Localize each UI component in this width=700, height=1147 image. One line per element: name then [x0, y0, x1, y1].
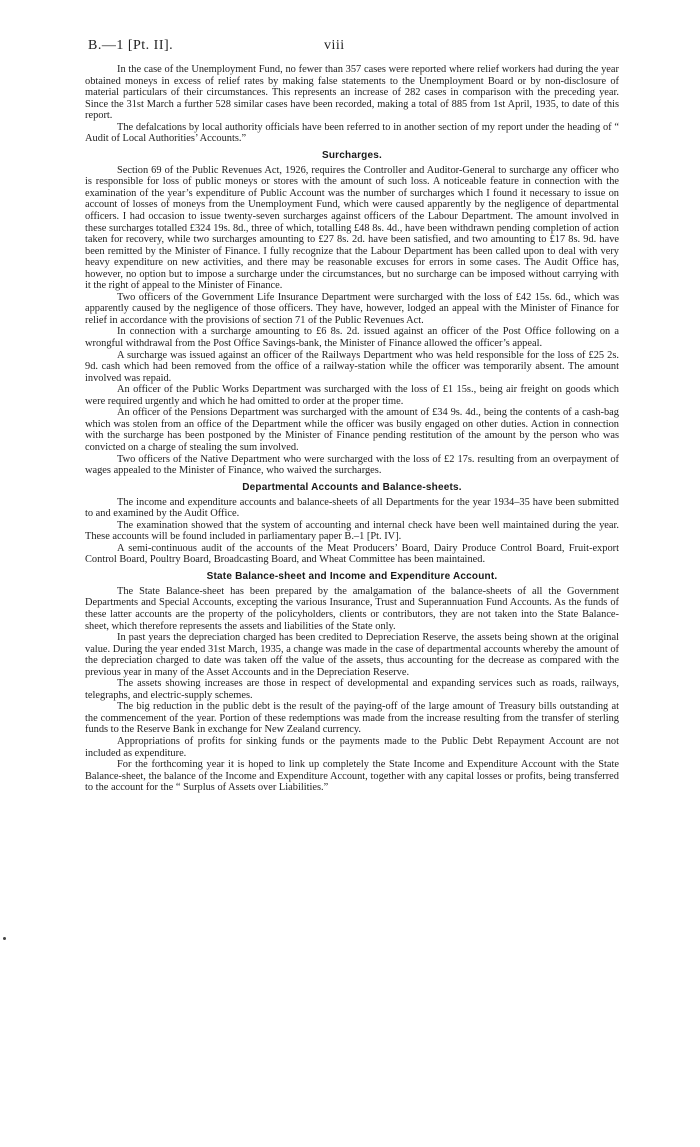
state-balance-sheet-section — [85, 571, 619, 794]
section-heading: State Balance-sheet and Income and Expenditure Account. — [206, 570, 498, 582]
paragraph: An officer of the Pensions Department was surcharged with the amount of £34 9s. 4d., being the contents of a cash-bag which was stolen from an office of the Department while the officer was busily engaged on other duties. Action in connection with the surcharge has been postponed by the Minister of Finance pending restitution of the amount by the person who was convicted on a charge of stealing the sum involved. — [85, 407, 619, 453]
paragraph: In connection with a surcharge amounting to £6 8s. 2d. issued against an officer of the Post Office following on a wrongful withdrawal from the Post Office Savings-bank, the Minister of Finance allowed the officer’s appeal. — [85, 326, 619, 350]
departmental-accounts-section — [85, 482, 619, 566]
section-heading: Surcharges. — [321, 149, 382, 161]
paragraph: The State Balance-sheet has been prepared by the amalgamation of the balance-sheets of all the Government Departments and Special Accounts, excepting the various Insurance, Trust and Superannuation Fund Accounts. As the funds of these latter accounts are the property of the policyholders, clients or contributors, they are not taken into the State Balance-sheet, which therefore represents the assets and liabilities of the State only. — [85, 585, 619, 632]
paper-reference: B.—1 [Pt. II]. — [88, 38, 174, 53]
paragraph: Appropriations of profits for sinking funds or the payments made to the Public Debt Repayment Account are not included as expenditure. — [85, 735, 619, 759]
paragraph: For the forthcoming year it is hoped to link up completely the State Income and Expenditure Account with the State Balance-sheet, the balance of the Income and Expenditure Account, together with any capital losses or profits, being transferred to the account for the “ Surplus of Assets over Liabilities.” — [85, 759, 619, 794]
paragraph: The income and expenditure accounts and balance-sheets of all Departments for the year 1934–35 have been submitted to and examined by the Audit Office. — [85, 496, 619, 520]
intro-section — [85, 64, 619, 145]
section-heading: Departmental Accounts and Balance-sheets. — [242, 481, 462, 493]
margin-mark — [3, 937, 6, 940]
paragraph: In the case of the Unemployment Fund, no fewer than 357 cases were reported where relief workers had during the year obtained moneys in excess of relief rates by making false statements to the Unemployment Board or by non-disclosure of material particulars of their circumstances. This represents an increase of 282 cases in comparison with the preceding year. Since the 31st March a further 528 similar cases have been recorded, making a total of 885 from 1st April, 1935, to date of this report. — [85, 64, 619, 122]
paragraph: The examination showed that the system of accounting and internal check have been well maintained during the year. These accounts will be found included in parliamentary paper B.–1 [Pt. IV]. — [85, 519, 619, 543]
paragraph: An officer of the Public Works Department was surcharged with the loss of £1 15s., being air freight on goods which were required urgently and which he had omitted to order at the proper time. — [85, 384, 619, 407]
paragraph: Two officers of the Native Department who were surcharged with the loss of £2 17s. resulting from an overpayment of wages appealed to the Minister of Finance, who waived the surcharges. — [85, 453, 619, 477]
document-page — [85, 38, 619, 794]
page-number: viii — [324, 38, 345, 53]
paragraph: Section 69 of the Public Revenues Act, 1926, requires the Controller and Auditor-General to surcharge any officer who is responsible for loss of public moneys or stores with the amount of such loss. A noticeable feature in connection with the examination of the year’s expenditure of Public Account was the number of surcharges which I found it necessary to issue on account of losses of moneys from the Unemployment Fund, which were caused apparently by the negligence of departmental officers. I had occasion to issue twenty-seven surcharges against officers of the Labour Department. The amount involved in these surcharges totalled £324 19s. 8d., three of which, totalling £48 8s. 4d., have been withdrawn pending completion of action taken for recovery, while two surcharges amounting to £27 8s. 2d. have been satisfied, and two amounting to £17 8s. 9d. have been remitted by the Minister of Finance. I fully recognize that the Labour Department has been called upon to deal with very heavy expenditure on new activities, and there may be reasonable excuses for errors in some cases. The Audit Office has, however, no option but to impose a surcharge under the circumstances, but no surcharge can be imposed without carrying with it the right of appeal to the Minister of Finance. — [85, 164, 619, 292]
page-header — [85, 38, 619, 64]
paragraph: The big reduction in the public debt is the result of the paying-off of the large amount of Treasury bills outstanding at the commencement of the year. Portion of these redemptions was made from the increase resulting from the transfer of sterling funds to the Reserve Bank in exchange for New Zealand currency. — [85, 701, 619, 736]
paragraph: A semi-continuous audit of the accounts of the Meat Producers’ Board, Dairy Produce Control Board, Fruit-export Control Board, Poultry Board, Broadcasting Board, and Wheat Committee has been maintained. — [85, 542, 619, 566]
paragraph: In past years the depreciation charged has been credited to Depreciation Reserve, the assets being shown at the original value. During the year ended 31st March, 1935, a change was made in the case of departmental accounts whereby the amount of the depreciation charged to date was taken off the value of the assets, thus accounting for the decrease as compared with the previous year in many of the Asset Accounts and in the Depreciation Reserve. — [85, 632, 619, 678]
paragraph: Two officers of the Government Life Insurance Department were surcharged with the loss of £42 15s. 6d., which was apparently caused by the negligence of those officers. They have, however, lodged an appeal with the Minister of Finance for relief in accordance with the provisions of section 71 of the Public Revenues Act. — [85, 291, 619, 326]
surcharges-section — [85, 150, 619, 477]
paragraph: The assets showing increases are those in respect of developmental and expanding services such as roads, railways, telegraphs, and electric-supply schemes. — [85, 678, 619, 701]
paragraph: The defalcations by local authority officials have been referred to in another section of my report under the heading of “ Audit of Local Authorities’ Accounts.” — [85, 121, 619, 145]
paragraph: A surcharge was issued against an officer of the Railways Department who was held responsible for the loss of £25 2s. 9d. cash which had been removed from the office of a railway-station while the officer was temporarily absent. The amount involved was repaid. — [85, 349, 619, 384]
